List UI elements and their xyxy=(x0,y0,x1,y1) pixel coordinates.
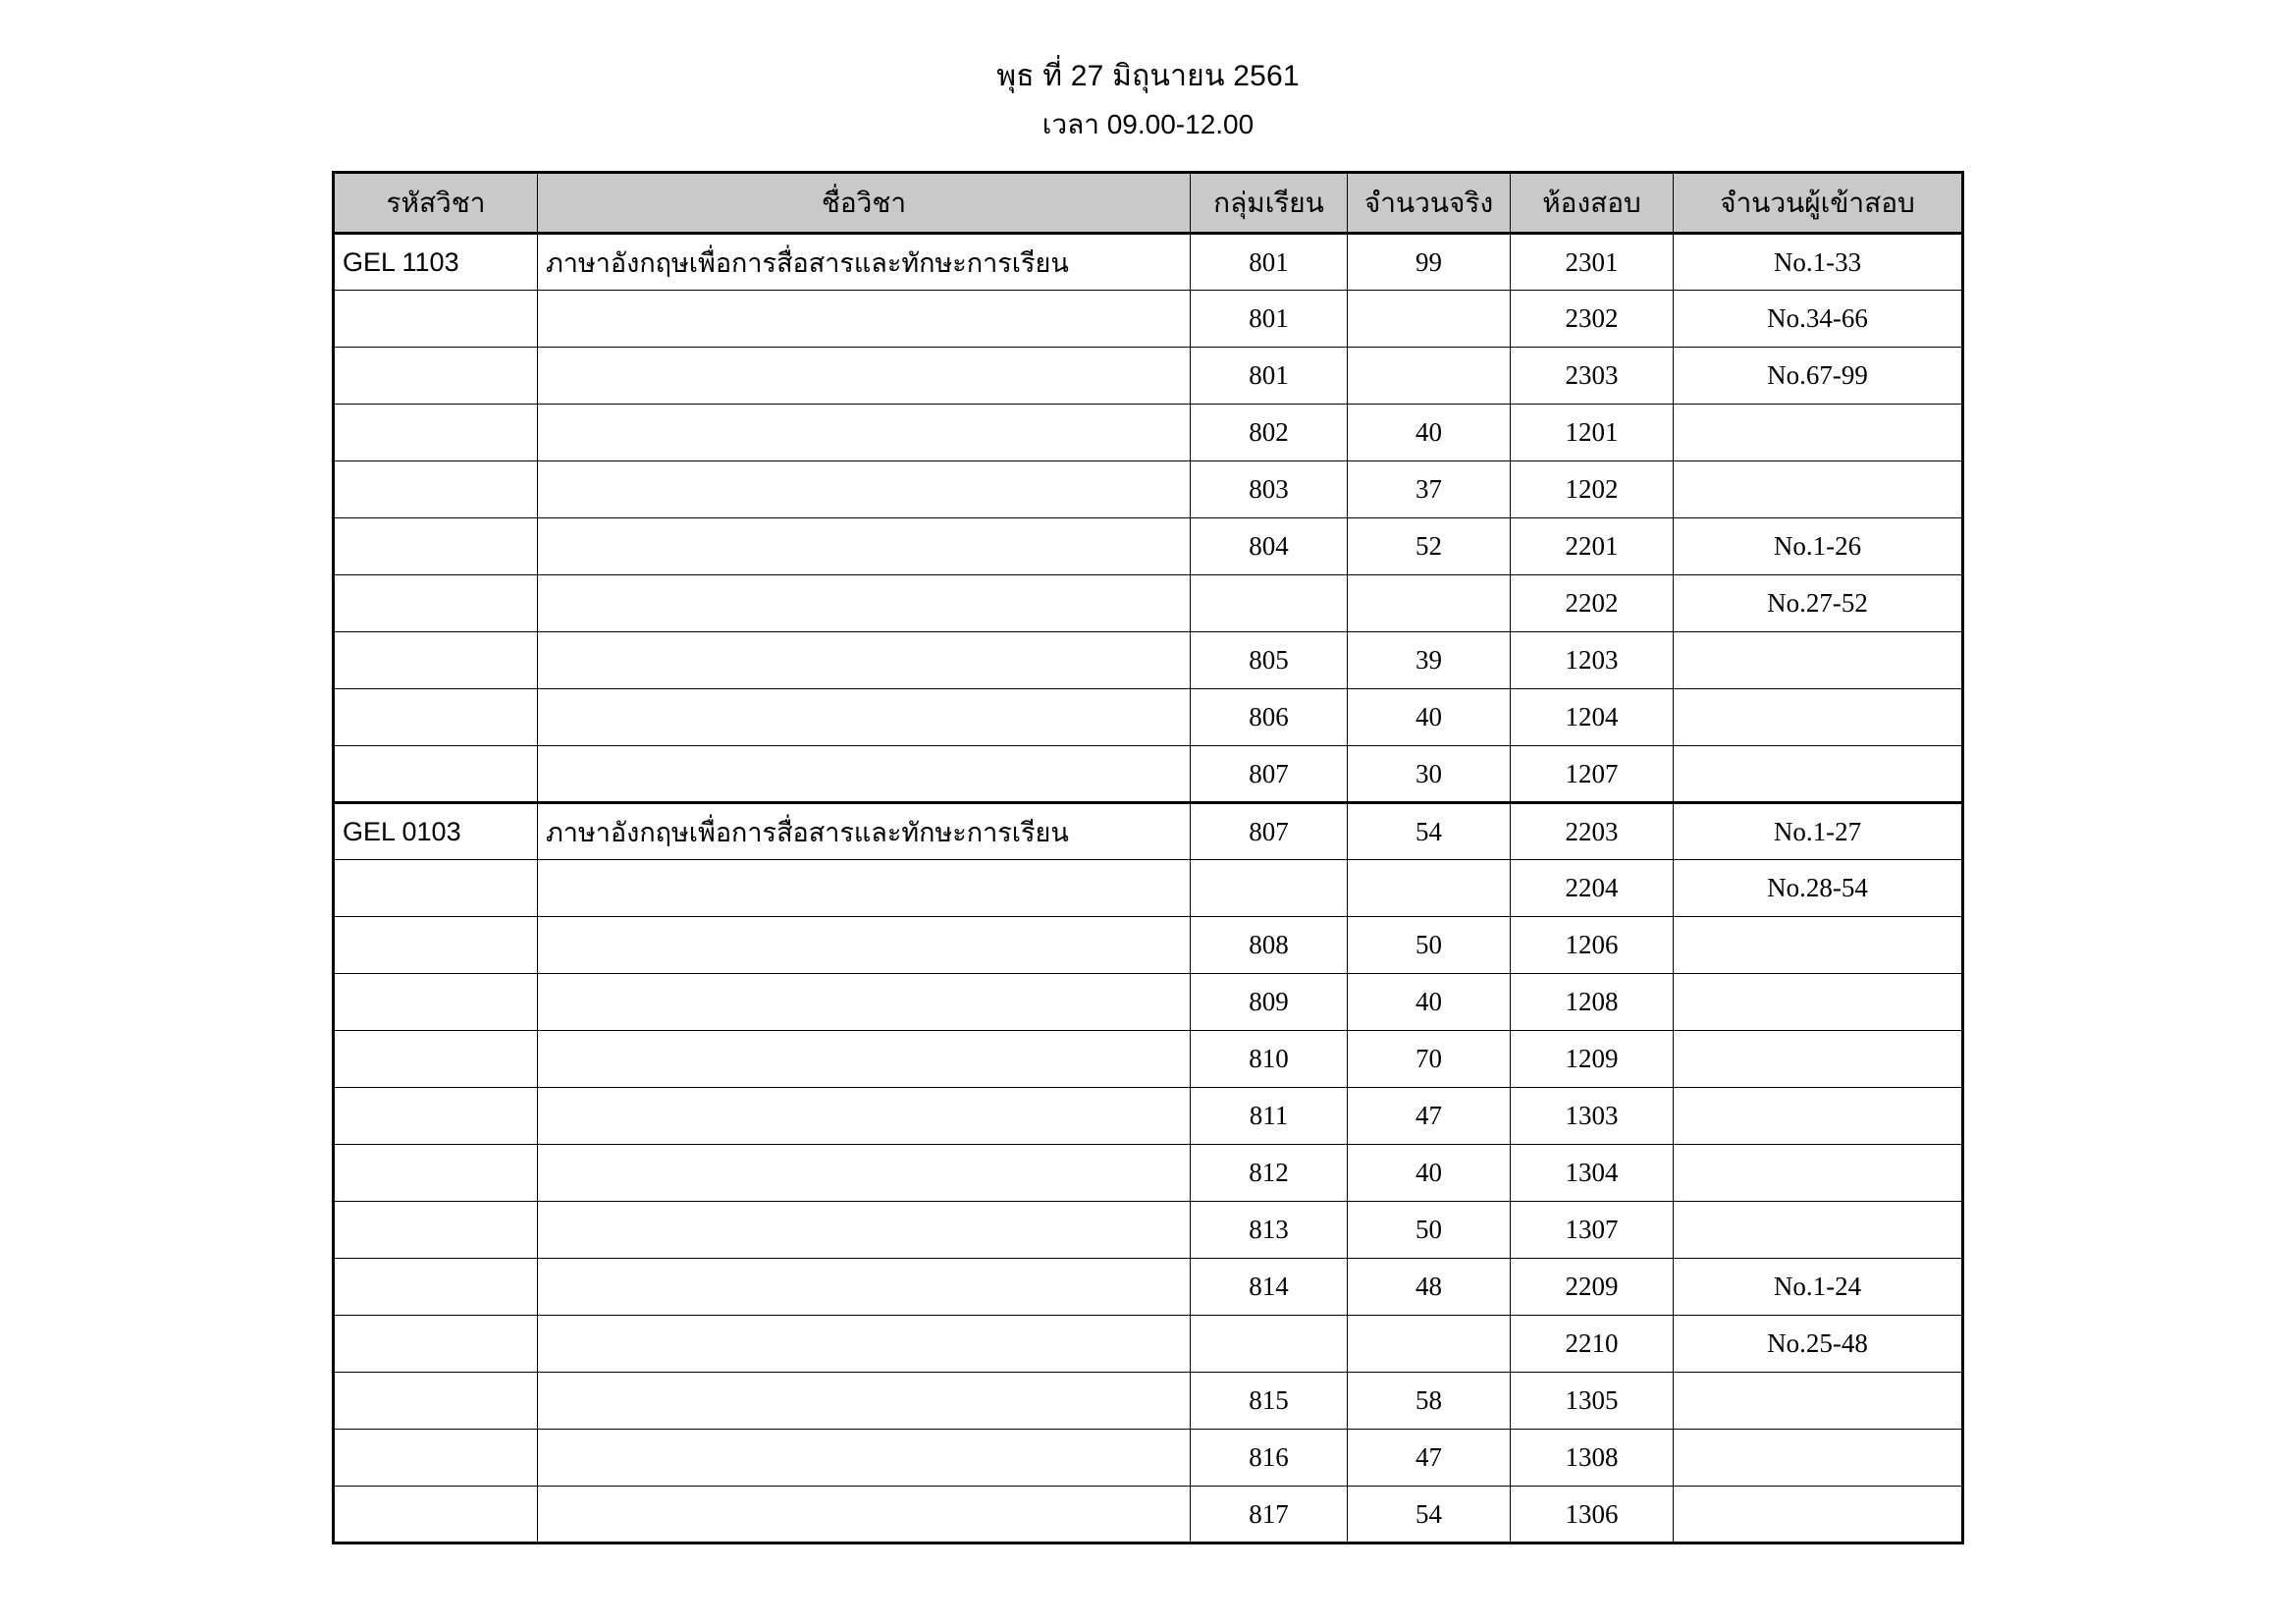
column-header-group: กลุ่มเรียน xyxy=(1191,173,1348,234)
table-row xyxy=(334,1316,1963,1373)
cell-subject-name xyxy=(538,860,1191,917)
cell-group: 815 xyxy=(1191,1373,1348,1430)
cell-actual-count: 48 xyxy=(1348,1259,1511,1316)
cell-attendee-count xyxy=(1674,974,1963,1031)
cell-attendee-count: No.67-99 xyxy=(1674,348,1963,405)
cell-actual-count: 47 xyxy=(1348,1088,1511,1145)
cell-subject-code xyxy=(334,518,538,575)
table-row xyxy=(334,405,1963,461)
table-row xyxy=(334,974,1963,1031)
cell-actual-count xyxy=(1348,575,1511,632)
cell-attendee-count xyxy=(1674,746,1963,803)
cell-actual-count: 54 xyxy=(1348,803,1511,860)
table-row xyxy=(334,1487,1963,1543)
cell-group xyxy=(1191,860,1348,917)
cell-attendee-count xyxy=(1674,1202,1963,1259)
cell-exam-room: 1203 xyxy=(1511,632,1674,689)
cell-subject-name xyxy=(538,461,1191,518)
cell-actual-count: 99 xyxy=(1348,234,1511,291)
cell-group: 817 xyxy=(1191,1487,1348,1543)
exam-time: เวลา 09.00-12.00 xyxy=(1041,109,1255,139)
cell-group: 811 xyxy=(1191,1088,1348,1145)
cell-exam-room: 1307 xyxy=(1511,1202,1674,1259)
cell-attendee-count xyxy=(1674,461,1963,518)
cell-group xyxy=(1191,575,1348,632)
cell-exam-room: 2204 xyxy=(1511,860,1674,917)
cell-exam-room: 1202 xyxy=(1511,461,1674,518)
cell-exam-room: 1208 xyxy=(1511,974,1674,1031)
exam-schedule-table xyxy=(332,171,1964,1544)
cell-subject-name xyxy=(538,1088,1191,1145)
cell-subject-code: GEL 1103 xyxy=(334,234,538,291)
column-header-actual-count: จำนวนจริง xyxy=(1348,173,1511,234)
cell-subject-name xyxy=(538,974,1191,1031)
cell-subject-code xyxy=(334,1316,538,1373)
cell-subject-name xyxy=(538,632,1191,689)
table-row xyxy=(334,917,1963,974)
cell-group: 804 xyxy=(1191,518,1348,575)
cell-attendee-count xyxy=(1674,1088,1963,1145)
cell-subject-code xyxy=(334,348,538,405)
cell-group: 801 xyxy=(1191,291,1348,348)
cell-subject-code xyxy=(334,1088,538,1145)
column-header-attendee-count: จำนวนผู้เข้าสอบ xyxy=(1674,173,1963,234)
cell-group: 807 xyxy=(1191,803,1348,860)
cell-group xyxy=(1191,1316,1348,1373)
cell-subject-name xyxy=(538,1202,1191,1259)
cell-subject-name xyxy=(538,518,1191,575)
cell-group: 808 xyxy=(1191,917,1348,974)
cell-exam-room: 1304 xyxy=(1511,1145,1674,1202)
cell-group: 801 xyxy=(1191,348,1348,405)
cell-exam-room: 1206 xyxy=(1511,917,1674,974)
cell-attendee-count: No.27-52 xyxy=(1674,575,1963,632)
cell-subject-code xyxy=(334,1373,538,1430)
cell-group: 805 xyxy=(1191,632,1348,689)
cell-actual-count: 39 xyxy=(1348,632,1511,689)
column-header-subject-name: ชื่อวิชา xyxy=(538,173,1191,234)
cell-attendee-count xyxy=(1674,917,1963,974)
cell-actual-count: 50 xyxy=(1348,1202,1511,1259)
table-row xyxy=(334,234,1963,291)
cell-subject-name xyxy=(538,1487,1191,1543)
cell-attendee-count xyxy=(1674,1031,1963,1088)
table-body xyxy=(334,234,1963,1543)
cell-subject-code xyxy=(334,746,538,803)
cell-actual-count: 37 xyxy=(1348,461,1511,518)
cell-exam-room: 1303 xyxy=(1511,1088,1674,1145)
table-row xyxy=(334,461,1963,518)
cell-attendee-count: No.34-66 xyxy=(1674,291,1963,348)
table-row xyxy=(334,1259,1963,1316)
cell-group: 812 xyxy=(1191,1145,1348,1202)
cell-attendee-count: No.25-48 xyxy=(1674,1316,1963,1373)
cell-actual-count: 40 xyxy=(1348,405,1511,461)
cell-actual-count: 30 xyxy=(1348,746,1511,803)
cell-exam-room: 2303 xyxy=(1511,348,1674,405)
cell-attendee-count xyxy=(1674,632,1963,689)
cell-actual-count: 70 xyxy=(1348,1031,1511,1088)
cell-subject-code xyxy=(334,1031,538,1088)
cell-group: 802 xyxy=(1191,405,1348,461)
cell-group: 816 xyxy=(1191,1430,1348,1487)
table-row xyxy=(334,575,1963,632)
cell-subject-code xyxy=(334,1145,538,1202)
cell-exam-room: 2302 xyxy=(1511,291,1674,348)
table-row xyxy=(334,689,1963,746)
cell-exam-room: 1201 xyxy=(1511,405,1674,461)
cell-exam-room: 2203 xyxy=(1511,803,1674,860)
column-header-subject-code: รหัสวิชา xyxy=(334,173,538,234)
cell-exam-room: 1308 xyxy=(1511,1430,1674,1487)
cell-subject-code: GEL 0103 xyxy=(334,803,538,860)
cell-exam-room: 1306 xyxy=(1511,1487,1674,1543)
cell-attendee-count xyxy=(1674,405,1963,461)
table-row xyxy=(334,632,1963,689)
cell-subject-name xyxy=(538,1145,1191,1202)
table-header-row xyxy=(334,173,1963,234)
cell-group: 809 xyxy=(1191,974,1348,1031)
cell-attendee-count xyxy=(1674,1145,1963,1202)
exam-table-wrapper xyxy=(0,171,2296,1544)
cell-attendee-count: No.28-54 xyxy=(1674,860,1963,917)
cell-subject-code xyxy=(334,917,538,974)
cell-subject-code xyxy=(334,689,538,746)
cell-actual-count xyxy=(1348,291,1511,348)
table-row xyxy=(334,1145,1963,1202)
table-row xyxy=(334,348,1963,405)
cell-subject-name xyxy=(538,405,1191,461)
cell-subject-name xyxy=(538,1316,1191,1373)
cell-subject-code xyxy=(334,405,538,461)
cell-subject-name xyxy=(538,689,1191,746)
cell-group: 813 xyxy=(1191,1202,1348,1259)
cell-actual-count: 54 xyxy=(1348,1487,1511,1543)
cell-attendee-count: No.1-26 xyxy=(1674,518,1963,575)
exam-date: พุธ ที่ 27 มิถุนายน 2561 xyxy=(996,60,1300,92)
table-row xyxy=(334,860,1963,917)
cell-actual-count: 40 xyxy=(1348,689,1511,746)
cell-actual-count xyxy=(1348,860,1511,917)
column-header-exam-room: ห้องสอบ xyxy=(1511,173,1674,234)
cell-actual-count xyxy=(1348,1316,1511,1373)
cell-group: 814 xyxy=(1191,1259,1348,1316)
cell-exam-room: 2202 xyxy=(1511,575,1674,632)
cell-subject-name xyxy=(538,348,1191,405)
table-row xyxy=(334,1430,1963,1487)
cell-group: 801 xyxy=(1191,234,1348,291)
cell-exam-room: 2210 xyxy=(1511,1316,1674,1373)
table-row xyxy=(334,518,1963,575)
cell-subject-code xyxy=(334,860,538,917)
cell-actual-count: 40 xyxy=(1348,974,1511,1031)
cell-subject-name xyxy=(538,1031,1191,1088)
cell-subject-name xyxy=(538,291,1191,348)
cell-subject-name: ภาษาอังกฤษเพื่อการสื่อสารและทักษะการเรียน xyxy=(538,803,1191,860)
cell-subject-code xyxy=(334,1430,538,1487)
cell-exam-room: 1305 xyxy=(1511,1373,1674,1430)
cell-attendee-count: No.1-24 xyxy=(1674,1259,1963,1316)
cell-subject-code xyxy=(334,461,538,518)
cell-actual-count: 58 xyxy=(1348,1373,1511,1430)
cell-subject-name xyxy=(538,746,1191,803)
table-row xyxy=(334,291,1963,348)
cell-exam-room: 2201 xyxy=(1511,518,1674,575)
cell-subject-code xyxy=(334,1202,538,1259)
cell-group: 803 xyxy=(1191,461,1348,518)
cell-subject-name xyxy=(538,1373,1191,1430)
cell-exam-room: 1204 xyxy=(1511,689,1674,746)
cell-exam-room: 2209 xyxy=(1511,1259,1674,1316)
cell-attendee-count xyxy=(1674,689,1963,746)
cell-attendee-count: No.1-27 xyxy=(1674,803,1963,860)
cell-exam-room: 2301 xyxy=(1511,234,1674,291)
cell-attendee-count xyxy=(1674,1373,1963,1430)
cell-actual-count: 47 xyxy=(1348,1430,1511,1487)
cell-subject-name: ภาษาอังกฤษเพื่อการสื่อสารและทักษะการเรียน xyxy=(538,234,1191,291)
cell-subject-name xyxy=(538,1259,1191,1316)
cell-actual-count: 50 xyxy=(1348,917,1511,974)
table-row xyxy=(334,803,1963,860)
cell-subject-code xyxy=(334,575,538,632)
table-row xyxy=(334,1202,1963,1259)
cell-subject-code xyxy=(334,291,538,348)
table-row xyxy=(334,1373,1963,1430)
cell-actual-count xyxy=(1348,348,1511,405)
cell-subject-code xyxy=(334,632,538,689)
cell-subject-name xyxy=(538,575,1191,632)
cell-attendee-count xyxy=(1674,1430,1963,1487)
cell-subject-code xyxy=(334,1259,538,1316)
cell-subject-code xyxy=(334,974,538,1031)
table-row xyxy=(334,1031,1963,1088)
cell-group: 807 xyxy=(1191,746,1348,803)
cell-attendee-count: No.1-33 xyxy=(1674,234,1963,291)
table-row xyxy=(334,1088,1963,1145)
cell-group: 806 xyxy=(1191,689,1348,746)
cell-subject-code xyxy=(334,1487,538,1543)
cell-exam-room: 1207 xyxy=(1511,746,1674,803)
cell-subject-name xyxy=(538,1430,1191,1487)
document-header xyxy=(0,0,2296,144)
cell-group: 810 xyxy=(1191,1031,1348,1088)
cell-exam-room: 1209 xyxy=(1511,1031,1674,1088)
cell-actual-count: 40 xyxy=(1348,1145,1511,1202)
table-row xyxy=(334,746,1963,803)
cell-attendee-count xyxy=(1674,1487,1963,1543)
cell-actual-count: 52 xyxy=(1348,518,1511,575)
cell-subject-name xyxy=(538,917,1191,974)
